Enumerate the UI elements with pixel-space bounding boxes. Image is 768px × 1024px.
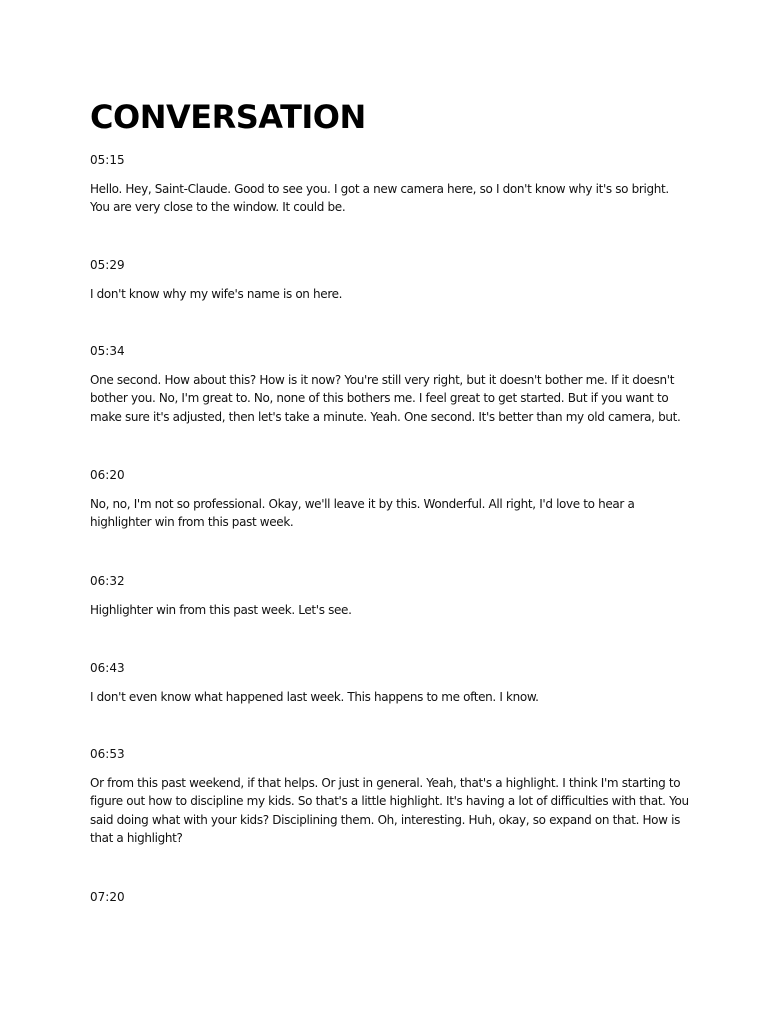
- timestamp: 06:53: [90, 747, 125, 761]
- timestamp: 05:34: [90, 344, 125, 358]
- transcript-entry: [90, 888, 690, 917]
- transcript-entry: [90, 659, 690, 706]
- transcript-entry: [90, 572, 690, 619]
- transcript-entry: [90, 466, 690, 532]
- document-title: CONVERSATION: [90, 98, 366, 136]
- timestamp: 07:20: [90, 890, 125, 904]
- timestamp: 06:32: [90, 574, 125, 588]
- transcript-text: I don't know why my wife's name is on here.: [90, 286, 343, 301]
- transcript-entry: [90, 151, 690, 217]
- timestamp: 06:20: [90, 468, 125, 482]
- timestamp: 05:29: [90, 258, 125, 272]
- timestamp: 05:15: [90, 153, 125, 167]
- transcript-text: I don't even know what happened last week. This happens to me often. I know.: [90, 689, 539, 704]
- transcript-text: No, no, I'm not so professional. Okay, we'll leave it by this. Wonderful. All right, I'd love to hear a highlighter win from this past week.: [90, 496, 635, 530]
- transcript-text: Highlighter win from this past week. Let's see.: [90, 602, 352, 617]
- transcript-entry: [90, 342, 690, 426]
- transcript-entry: [90, 256, 690, 303]
- transcript-entry: [90, 745, 690, 848]
- timestamp: 06:43: [90, 661, 125, 675]
- transcript-text: Hello. Hey, Saint-Claude. Good to see you. I got a new camera here, so I don't know why it's so bright. You are very close to the window. It could be.: [90, 181, 669, 215]
- transcript-text: Or from this past weekend, if that helps. Or just in general. Yeah, that's a highlight. I think I'm starting to figure out how to discipline my kids. So that's a little highlight. It's having a lot of difficulties with that. You said doing what with your kids? Disciplining them. Oh, interesting. Huh, okay, so expand on that. How is that a highlight?: [90, 775, 689, 846]
- transcript-text: One second. How about this? How is it now? You're still very right, but it doesn't bother me. If it doesn't bother you. No, I'm great to. No, none of this bothers me. I feel great to get started. But if you want to make sure it's adjusted, then let's take a minute. Yeah. One second. It's better than my old camera, but.: [90, 372, 681, 424]
